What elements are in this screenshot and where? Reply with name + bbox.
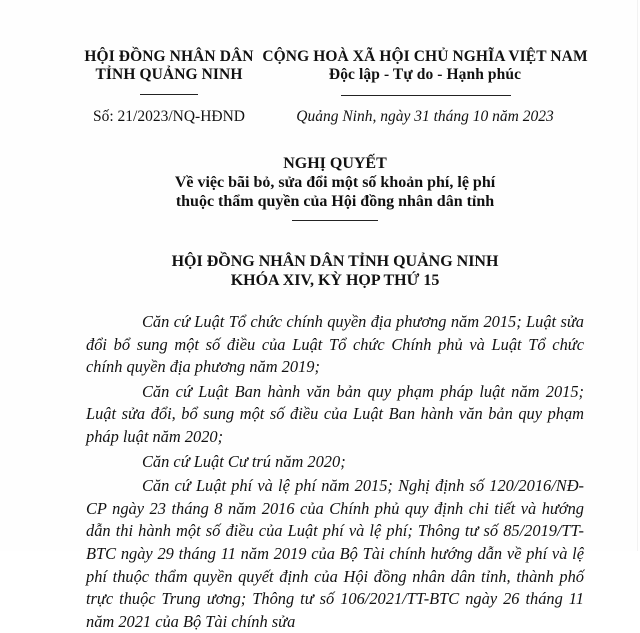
preamble-paragraph: Căn cứ Luật phí và lệ phí năm 2015; Nghị định số 120/2016/NĐ-CP ngày 23 tháng 8 năm 2016 của Chính phủ quy định chi tiết và hướng dẫn thi hành một số điều của Luật phí và lệ phí; Thông tư số 85/2019/TT-BTC ngày 29 tháng 11 năm 2019 của Bộ Tài chính hướng dẫn về phí và lệ phí thuộc thẩm quyền quyết định của Hội đồng nhân dân tỉnh, thành phố trực thuộc Trung ương; Thông tư số 106/2021/TT-BTC ngày 26 tháng 11 năm 2021 của Bộ Tài chính sửa <box>86 476 584 631</box>
nation-name: CỘNG HOÀ XÃ HỘI CHỦ NGHĨA VIỆT NAM <box>262 48 588 65</box>
national-header <box>262 48 588 84</box>
subject-line-1: Về việc bãi bỏ, sửa đổi một số khoản phí, lệ phí <box>174 173 496 191</box>
place-and-date: Quảng Ninh, ngày 31 tháng 10 năm 2023 <box>296 108 554 125</box>
preamble-paragraph: Căn cứ Luật Cư trú năm 2020; <box>142 451 346 471</box>
preamble-paragraph: Căn cứ Luật Tổ chức chính quyền địa phương năm 2015; Luật sửa đổi bổ sung một số điều của Luật Tổ chức Chính phủ và Luật Tổ chức chính quyền địa phương năm 2019; <box>86 312 584 377</box>
issuing-agency <box>80 48 258 84</box>
issuer-line-2: KHÓA XIV, KỲ HỌP THỨ 15 <box>230 271 440 289</box>
agency-line-1: HỘI ĐỒNG NHÂN DÂN <box>84 48 254 65</box>
document-type: NGHỊ QUYẾT <box>283 155 387 172</box>
agency-line-2: TỈNH QUẢNG NINH <box>95 66 243 83</box>
motto-underline <box>341 95 511 96</box>
resolution-title <box>100 155 570 211</box>
title-underline <box>292 220 378 221</box>
preamble <box>86 311 584 633</box>
agency-underline <box>140 94 198 95</box>
issuing-body <box>100 253 570 290</box>
national-motto: Độc lập - Tự do - Hạnh phúc <box>328 66 522 83</box>
preamble-paragraph: Căn cứ Luật Ban hành văn bản quy phạm pháp luật năm 2015; Luật sửa đổi, bổ sung một số điều của Luật Ban hành văn bản quy phạm pháp luật năm 2020; <box>86 381 584 446</box>
issuer-line-1: HỘI ĐỒNG NHÂN DÂN TỈNH QUẢNG NINH <box>171 253 499 270</box>
document-number: Số: 21/2023/NQ-HĐND <box>93 108 245 125</box>
page-edge <box>637 0 638 551</box>
subject-line-2: thuộc thẩm quyền của Hội đồng nhân dân tỉnh <box>175 192 495 210</box>
